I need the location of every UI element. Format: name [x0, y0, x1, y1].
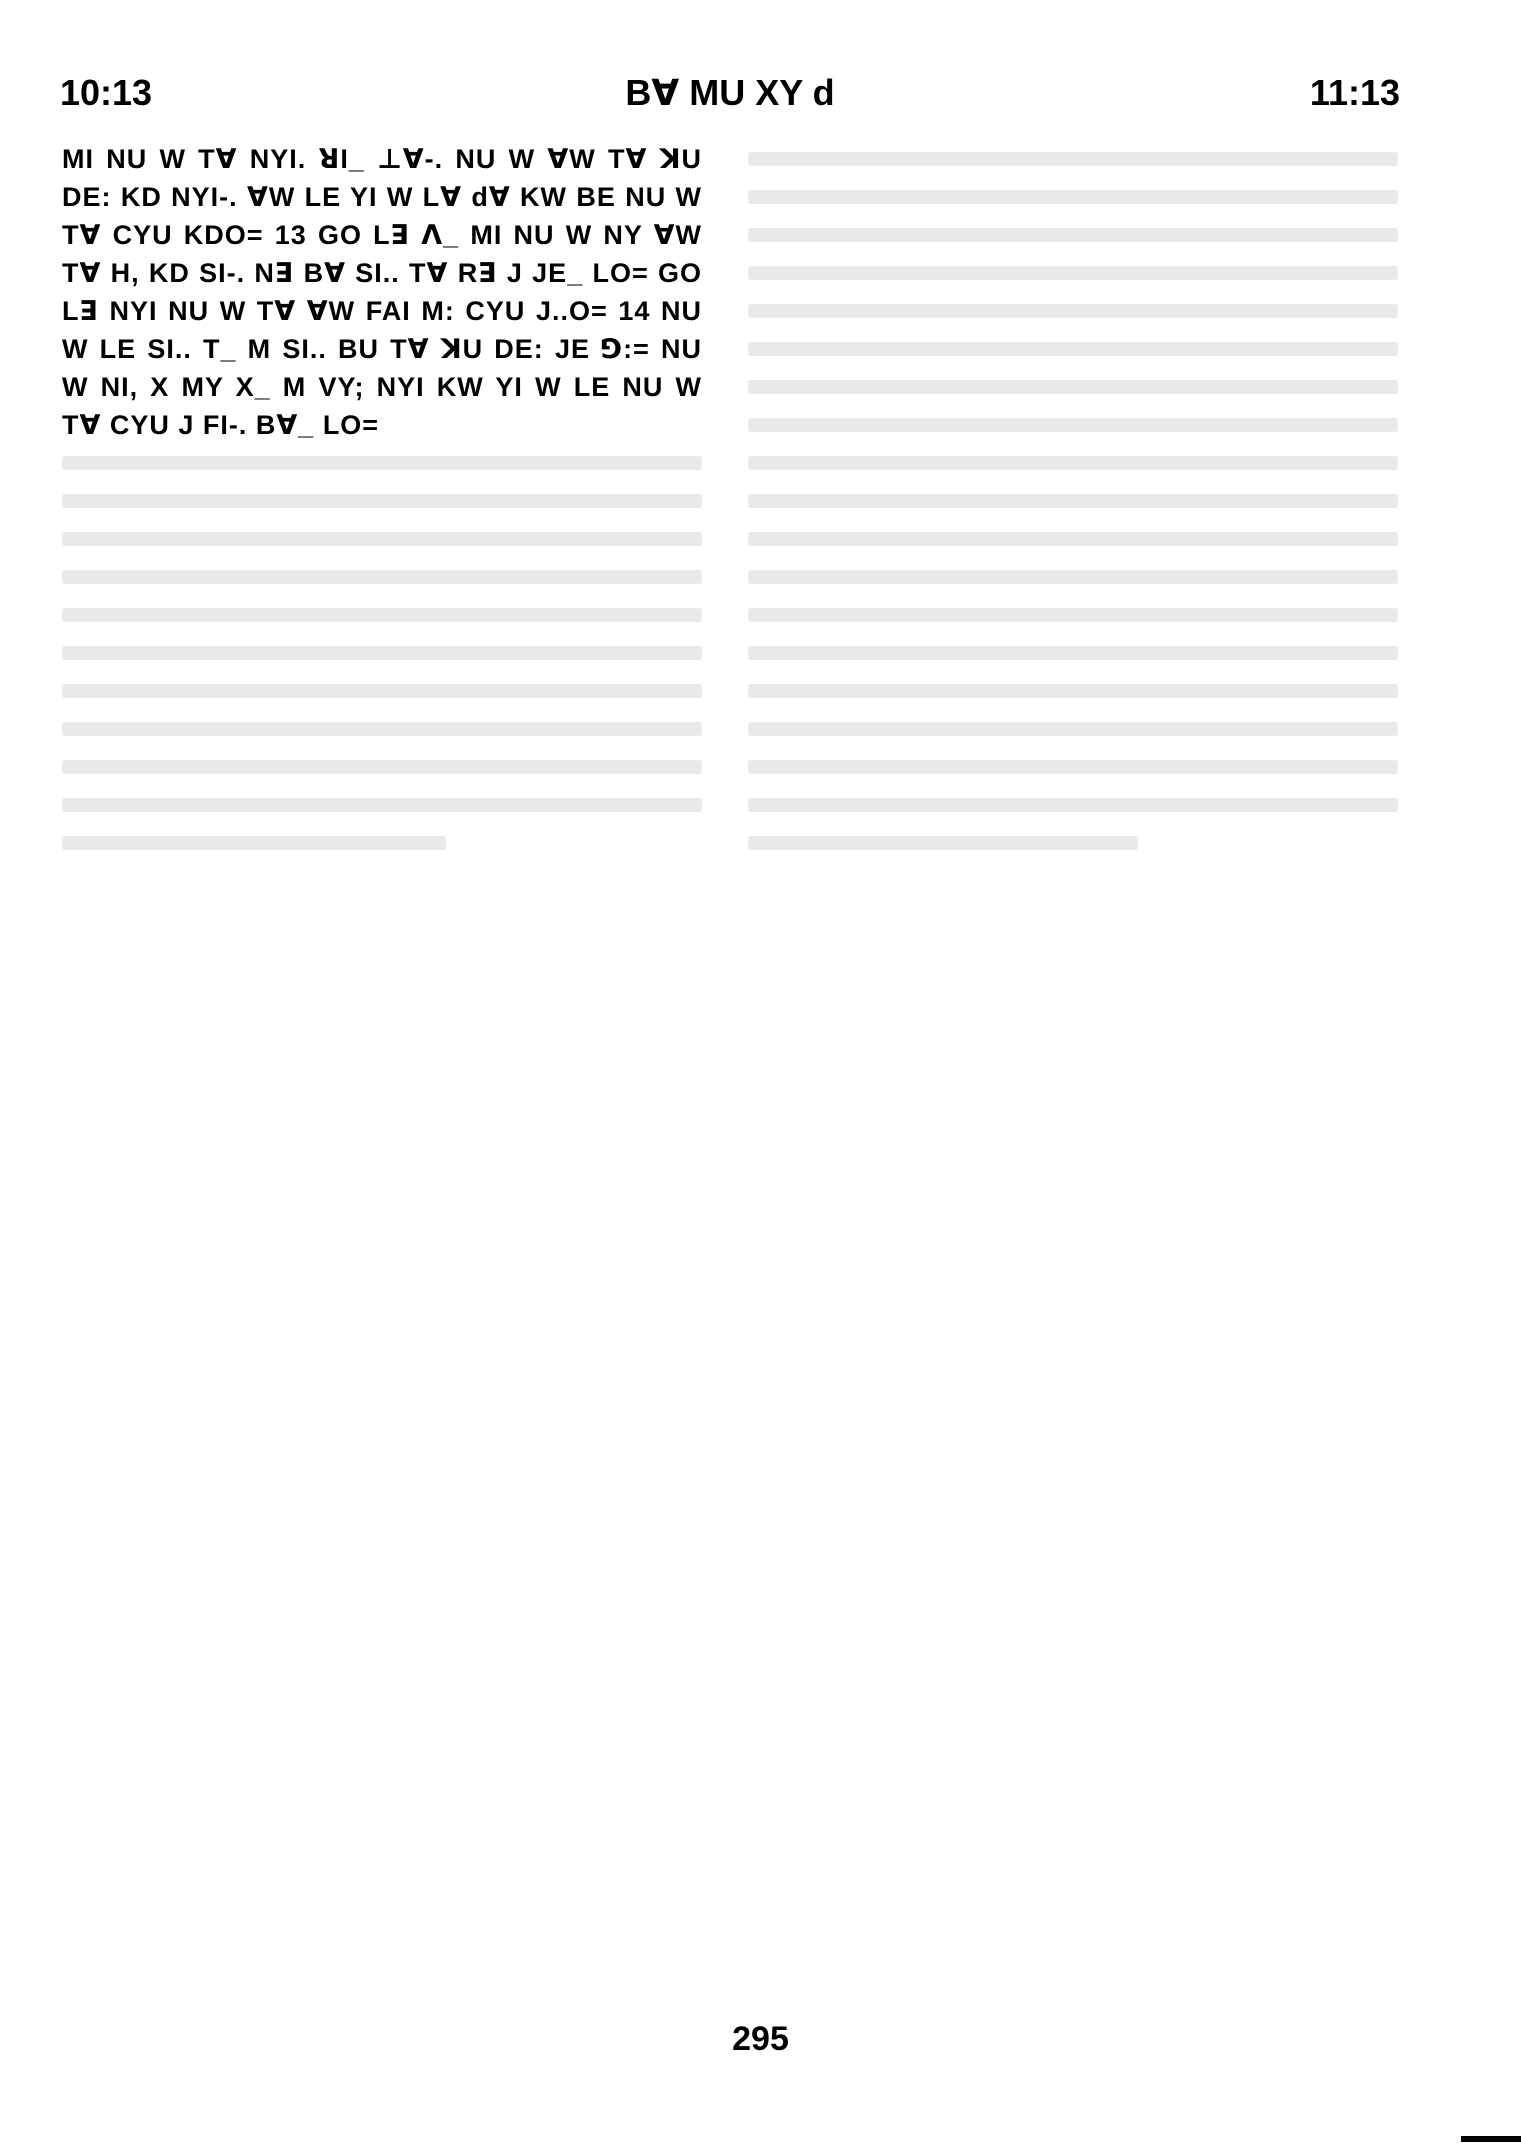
text-line-placeholder	[748, 216, 1398, 254]
text-line-placeholder	[748, 672, 1398, 710]
text-column-right	[748, 140, 1398, 862]
text-line-placeholder	[748, 254, 1398, 292]
text-line-placeholder	[748, 558, 1398, 596]
text-line-placeholder	[62, 558, 702, 596]
header-right-reference: 11:13	[1309, 72, 1400, 113]
text-line-placeholder	[748, 368, 1398, 406]
text-line-placeholder	[748, 596, 1398, 634]
text-line-placeholder	[62, 748, 702, 786]
text-line-placeholder	[748, 140, 1398, 178]
text-line-placeholder	[748, 520, 1398, 558]
text-line-placeholder	[748, 824, 1398, 862]
intro-paragraph: MI NU W Tꓯ NYI. ꓤI_ ⊥ꓯ-. NU W ꓯW Tꓯ ꓘU DE: KD NYI-. ꓯW LE YI W Lꓯ dꓯ KW BE NU W Tꓯ CYU KDO= 13 GO Lꓱ ꓥ_ MI NU W NY ꓯW Tꓯ H, KD SI-. Nꓱ Bꓯ SI.. Tꓯ Rꓱ J JE_ LO= GO Lꓱ NYI NU W Tꓯ ꓯW FAI M: CYU J..O= 14 NU W LE SI.. T_ M SI.. BU Tꓯ ꓘU DE: JE ꓨ:= NU W NI, X MY X_ M VY; NYI KW YI W LE NU W Tꓯ CYU J FI-. Bꓯ_ LO=	[62, 144, 702, 440]
header-title: Bꓯ MU XY d	[625, 72, 835, 113]
header-left-reference: 10:13	[60, 72, 153, 113]
page-number: 295	[732, 2020, 789, 2058]
text-line-placeholder	[748, 786, 1398, 824]
text-line-placeholder	[748, 330, 1398, 368]
text-line-placeholder	[62, 520, 702, 558]
text-line-placeholder	[748, 406, 1398, 444]
text-line-placeholder	[62, 710, 702, 748]
text-line-placeholder	[748, 710, 1398, 748]
text-line-placeholder	[748, 444, 1398, 482]
text-line-placeholder	[748, 482, 1398, 520]
text-line-placeholder	[748, 748, 1398, 786]
text-line-placeholder	[62, 482, 702, 520]
page-edge-mark	[1461, 2136, 1521, 2142]
running-header	[60, 72, 1400, 122]
text-line-placeholder	[62, 444, 702, 482]
text-column-left	[62, 140, 702, 862]
text-line-placeholder	[748, 634, 1398, 672]
text-line-placeholder	[62, 786, 702, 824]
text-line-placeholder	[748, 178, 1398, 216]
text-line-placeholder	[62, 634, 702, 672]
text-line-placeholder	[62, 596, 702, 634]
text-line-placeholder	[62, 824, 702, 862]
text-line-placeholder	[62, 672, 702, 710]
text-line-placeholder	[748, 292, 1398, 330]
